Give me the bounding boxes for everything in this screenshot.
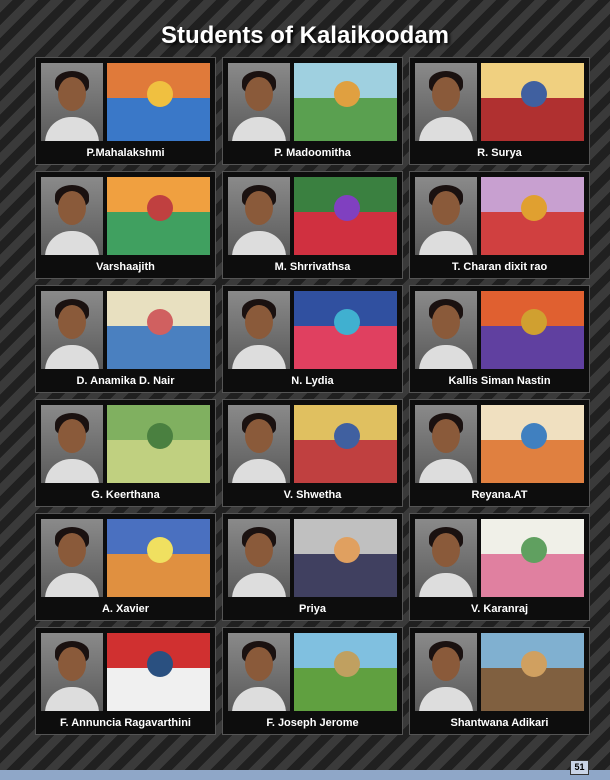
student-photo — [41, 519, 103, 597]
student-photo — [228, 291, 290, 369]
student-artwork — [294, 63, 397, 141]
student-artwork — [481, 633, 584, 711]
student-card — [222, 399, 403, 507]
student-photo — [228, 519, 290, 597]
student-photo — [41, 63, 103, 141]
student-card — [35, 171, 216, 279]
student-artwork — [294, 291, 397, 369]
student-card — [35, 399, 216, 507]
student-name: R. Surya — [477, 147, 522, 159]
student-artwork — [107, 633, 210, 711]
footer-bar — [0, 770, 610, 780]
student-name: P. Madoomitha — [274, 147, 351, 159]
student-photo — [228, 63, 290, 141]
student-name: Reyana.AT — [471, 489, 528, 501]
student-photo — [41, 633, 103, 711]
student-card — [409, 513, 590, 621]
student-name: V. Shwetha — [283, 489, 342, 501]
student-card — [409, 399, 590, 507]
student-card — [35, 285, 216, 393]
student-photo — [415, 519, 477, 597]
student-artwork — [107, 291, 210, 369]
student-artwork — [481, 405, 584, 483]
student-artwork — [481, 177, 584, 255]
student-name: T. Charan dixit rao — [451, 261, 548, 273]
student-card — [409, 285, 590, 393]
page-title: Students of Kalaikoodam — [160, 22, 450, 49]
student-card — [222, 171, 403, 279]
student-card — [222, 285, 403, 393]
student-card — [409, 171, 590, 279]
student-photo — [41, 291, 103, 369]
student-photo — [228, 177, 290, 255]
student-name: M. Shrrivathsa — [274, 261, 351, 273]
student-artwork — [107, 519, 210, 597]
student-name: G. Keerthana — [91, 489, 160, 501]
student-name: D. Anamika D. Nair — [76, 375, 175, 387]
student-photo — [41, 405, 103, 483]
student-name: Shantwana Adikari — [450, 717, 549, 729]
student-name: Priya — [299, 603, 326, 615]
student-name: Varshaajith — [96, 261, 155, 273]
student-name: V. Karanraj — [470, 603, 529, 615]
student-card — [35, 513, 216, 621]
student-artwork — [294, 633, 397, 711]
student-photo — [228, 633, 290, 711]
student-artwork — [294, 405, 397, 483]
student-artwork — [294, 177, 397, 255]
student-artwork — [107, 177, 210, 255]
student-card — [409, 627, 590, 735]
student-name: Kallis Siman Nastin — [448, 375, 551, 387]
student-name: P.Mahalakshmi — [86, 147, 165, 159]
student-card — [222, 627, 403, 735]
student-card — [222, 513, 403, 621]
student-artwork — [481, 63, 584, 141]
student-name: F. Annuncia Ragavarthini — [59, 717, 191, 729]
student-artwork — [107, 405, 210, 483]
student-photo — [415, 633, 477, 711]
student-photo — [228, 405, 290, 483]
student-grid — [35, 57, 590, 735]
student-card — [409, 57, 590, 165]
student-card — [35, 57, 216, 165]
student-name: F. Joseph Jerome — [266, 717, 359, 729]
student-card — [35, 627, 216, 735]
page-number: 51 — [570, 760, 589, 775]
student-name: N. Lydia — [291, 375, 334, 387]
student-photo — [415, 177, 477, 255]
student-card — [222, 57, 403, 165]
student-photo — [415, 63, 477, 141]
student-artwork — [107, 63, 210, 141]
student-name: A. Xavier — [101, 603, 150, 615]
student-artwork — [481, 519, 584, 597]
student-artwork — [481, 291, 584, 369]
student-artwork — [294, 519, 397, 597]
student-photo — [41, 177, 103, 255]
student-photo — [415, 405, 477, 483]
student-photo — [415, 291, 477, 369]
